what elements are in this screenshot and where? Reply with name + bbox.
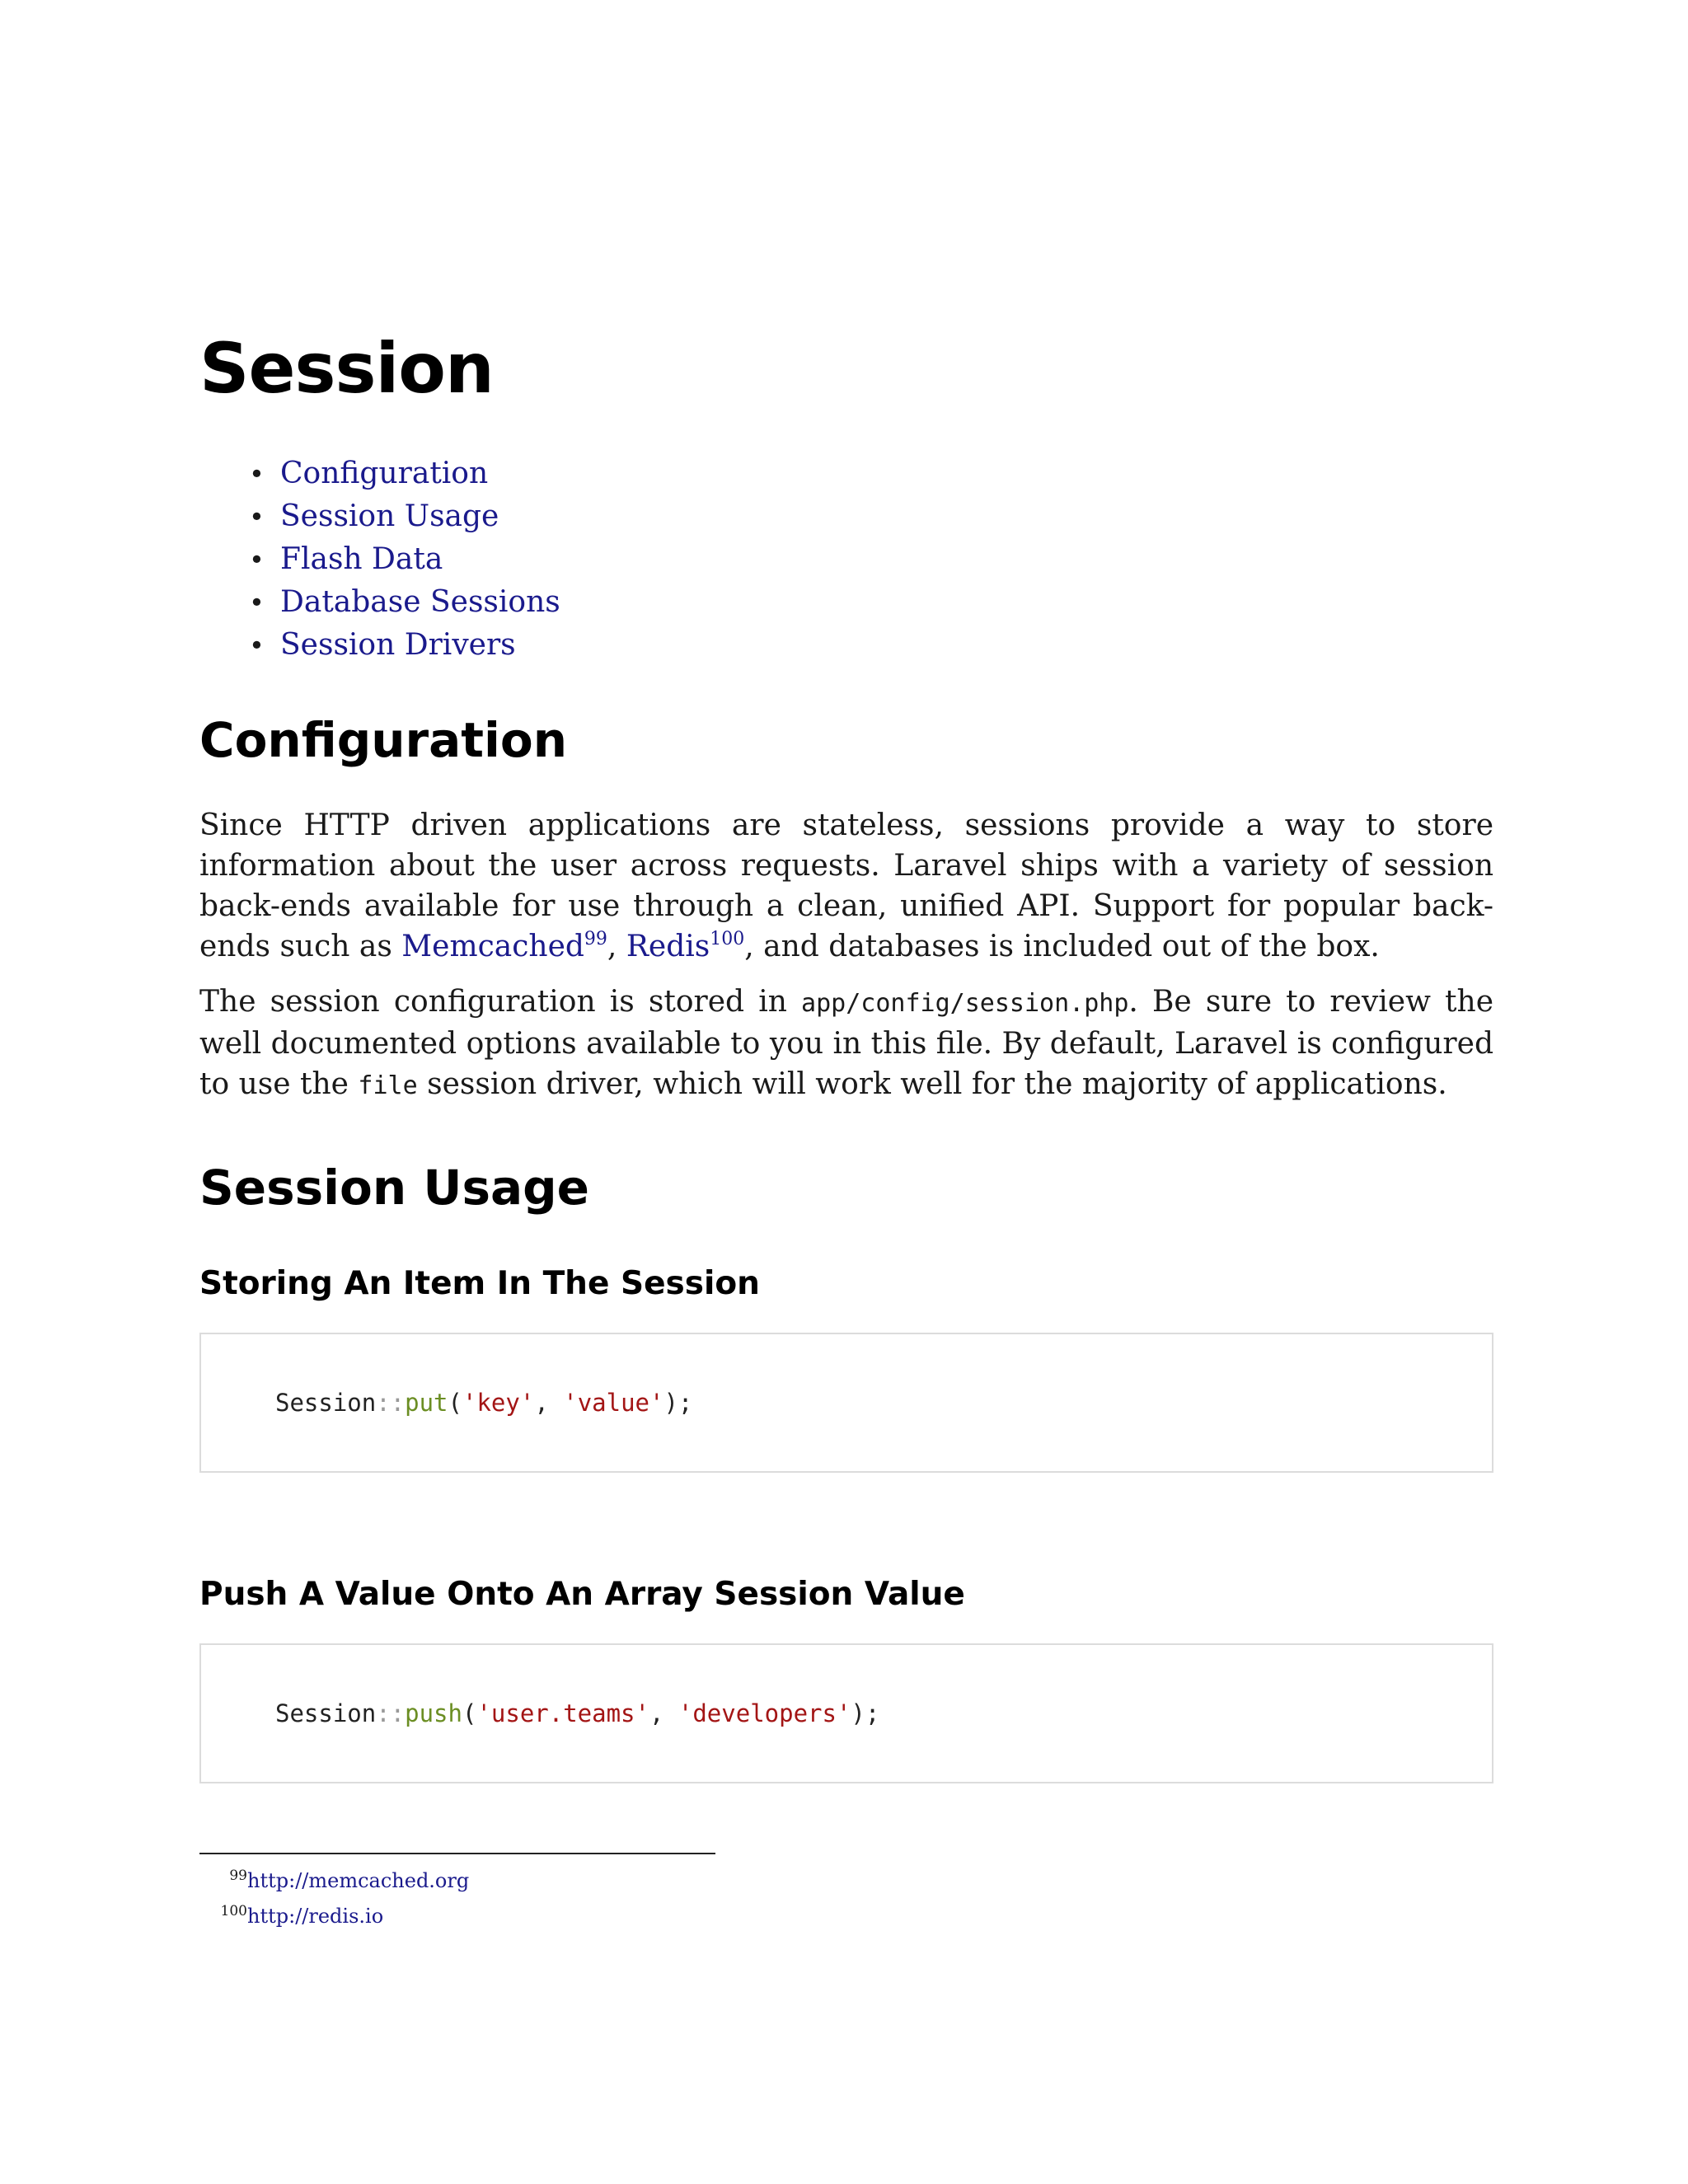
footnote-link-redis[interactable]: http://redis.io	[247, 1905, 384, 1928]
redis-link[interactable]: Redis	[626, 930, 710, 963]
configuration-paragraph-1	[199, 805, 1493, 967]
paragraph-text: . Be sure to review the well documented options available to you in this file. By default, Laravel is configured to use the	[199, 985, 1493, 1101]
inline-code-file: file	[358, 1071, 418, 1100]
code-punct: );	[851, 1699, 880, 1727]
toc-link-flash-data[interactable]: Flash Data	[280, 542, 443, 576]
code-string: 'key'	[462, 1389, 535, 1417]
code-punct: ,	[534, 1389, 564, 1417]
inline-code-config-path: app/config/session.php	[801, 989, 1129, 1018]
footnote-number: 100	[220, 1903, 247, 1919]
code-function: put	[405, 1389, 448, 1417]
footnote-ref-100[interactable]	[710, 929, 744, 949]
code-punct: (	[448, 1389, 462, 1417]
toc-item-flash-data	[249, 538, 1493, 581]
memcached-link[interactable]: Memcached	[401, 930, 584, 963]
paragraph-text: session driver, which will work well for the majority of applications.	[417, 1067, 1447, 1101]
code-operator: ::	[376, 1699, 406, 1727]
paragraph-text: ,	[607, 930, 626, 963]
toc-link-database-sessions[interactable]: Database Sessions	[280, 585, 560, 619]
page-title: Session	[199, 328, 494, 409]
toc-item-configuration	[249, 452, 1493, 495]
code-line	[275, 1389, 692, 1417]
table-of-contents	[199, 452, 1493, 667]
footnote-ref-100-link[interactable]: 100	[710, 929, 745, 949]
code-function: push	[405, 1699, 462, 1727]
toc-link-session-usage[interactable]: Session Usage	[280, 499, 499, 533]
paragraph-text: Since HTTP driven applications are stateless, sessions provide a way to store information about the user across requests. Laravel ships with a variety of session back-ends available for use through a clean, unified API. Support for popular back-ends such as	[199, 808, 1493, 963]
toc-item-session-usage	[249, 495, 1493, 538]
code-punct: (	[462, 1699, 477, 1727]
subheading-push-value: Push A Value Onto An Array Session Value	[199, 1576, 965, 1613]
code-punct: );	[663, 1389, 693, 1417]
code-class: Session	[275, 1389, 377, 1417]
code-punct: ,	[649, 1699, 678, 1727]
footnote-number: 99	[229, 1868, 247, 1884]
toc-link-configuration[interactable]: Configuration	[280, 457, 489, 490]
paragraph-text: , and databases is included out of the box.	[744, 930, 1380, 963]
code-class: Session	[275, 1699, 377, 1727]
code-string: 'user.teams'	[476, 1699, 649, 1727]
footnote-link-memcached[interactable]: http://memcached.org	[247, 1869, 470, 1892]
footnote-99	[199, 1861, 1493, 1896]
footnotes	[199, 1861, 1493, 1932]
page-content	[199, 328, 1493, 1932]
footnote-ref-99[interactable]	[584, 929, 607, 949]
footnote-ref-99-link[interactable]: 99	[584, 929, 607, 949]
toc-item-database-sessions	[249, 581, 1493, 624]
code-block-push	[199, 1643, 1493, 1783]
code-string: 'value'	[563, 1389, 664, 1417]
footnote-divider	[199, 1853, 715, 1854]
toc-link-session-drivers[interactable]: Session Drivers	[280, 628, 516, 662]
code-line	[275, 1699, 879, 1727]
footnote-100	[199, 1896, 1493, 1932]
configuration-paragraph-2	[199, 982, 1493, 1106]
section-heading-session-usage: Session Usage	[199, 1160, 589, 1216]
code-operator: ::	[376, 1389, 406, 1417]
code-block-put	[199, 1333, 1493, 1473]
code-string: 'developers'	[678, 1699, 851, 1727]
toc-item-session-drivers	[249, 624, 1493, 667]
subheading-storing-item: Storing An Item In The Session	[199, 1265, 760, 1302]
section-heading-configuration: Configuration	[199, 712, 567, 768]
paragraph-text: The session configuration is stored in	[199, 985, 802, 1019]
